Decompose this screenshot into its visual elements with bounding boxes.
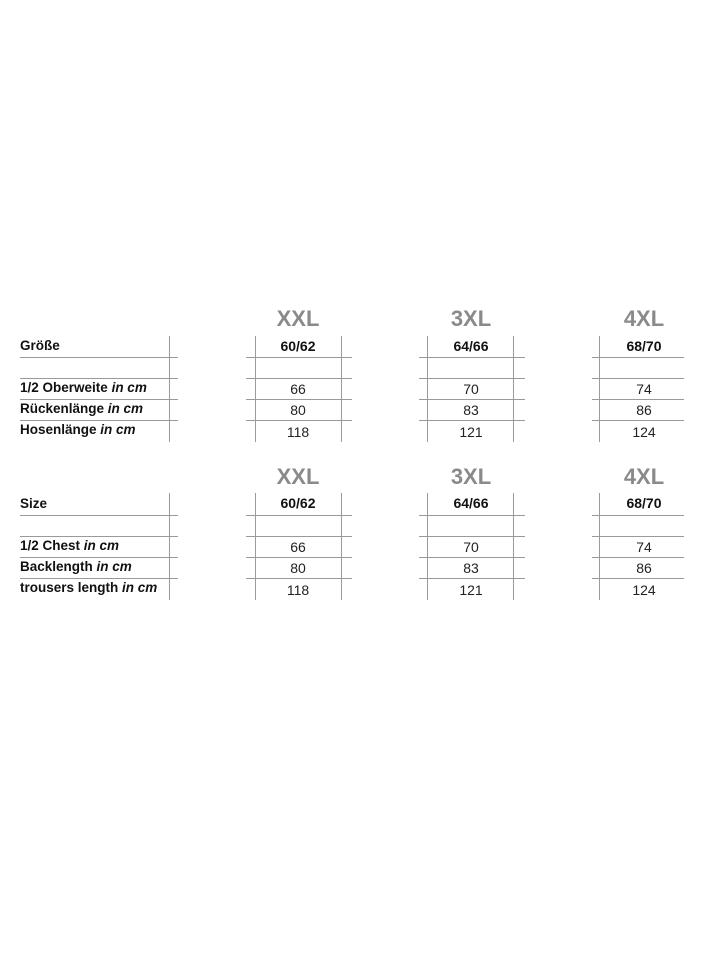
rule <box>246 378 352 379</box>
table-cell: 83 <box>463 560 479 576</box>
row-label-backlength: Backlength in cm <box>20 559 132 574</box>
rule <box>246 578 352 579</box>
rule <box>419 378 525 379</box>
rule <box>20 420 178 421</box>
table-cell: 74 <box>636 381 652 397</box>
size-row-label: Größe <box>20 338 60 353</box>
rule <box>419 420 525 421</box>
rule <box>592 357 684 358</box>
table-cell: 70 <box>463 381 479 397</box>
size-value-3xl: 64/66 <box>453 338 489 354</box>
rule <box>20 536 178 537</box>
divider <box>513 336 514 442</box>
table-cell: 121 <box>459 582 483 598</box>
table-cell: 74 <box>636 539 652 555</box>
rule <box>592 515 684 516</box>
divider <box>255 336 256 442</box>
rule <box>592 578 684 579</box>
rule <box>246 357 352 358</box>
divider <box>427 493 428 600</box>
rule <box>20 515 178 516</box>
rule <box>246 399 352 400</box>
column-header-4xl: 4XL <box>623 464 665 489</box>
rule <box>20 557 178 558</box>
column-header-3xl: 3XL <box>450 464 492 489</box>
rule <box>419 399 525 400</box>
row-label-trousers: trousers length in cm <box>20 580 158 595</box>
table-cell: 124 <box>632 582 656 598</box>
rule <box>419 578 525 579</box>
rule <box>419 357 525 358</box>
row-label-chest: 1/2 Oberweite in cm <box>20 380 147 395</box>
table-cell: 124 <box>632 424 656 440</box>
rule <box>20 357 178 358</box>
rule <box>419 515 525 516</box>
size-row-label: Size <box>20 496 48 511</box>
table-cell: 83 <box>463 402 479 418</box>
rule <box>419 557 525 558</box>
table-cell: 121 <box>459 424 483 440</box>
divider <box>169 493 170 600</box>
table-cell: 66 <box>290 539 306 555</box>
column-header-xxl: XXL <box>276 464 320 489</box>
rule <box>246 515 352 516</box>
divider <box>169 336 170 442</box>
divider <box>599 336 600 442</box>
table-cell: 80 <box>290 402 306 418</box>
table-cell: 66 <box>290 381 306 397</box>
table-cell: 80 <box>290 560 306 576</box>
divider <box>513 493 514 600</box>
row-label-chest: 1/2 Chest in cm <box>20 538 120 553</box>
row-label-backlength: Rückenlänge in cm <box>20 401 144 416</box>
table-cell: 118 <box>286 582 310 598</box>
rule <box>246 536 352 537</box>
divider <box>341 493 342 600</box>
rule <box>592 378 684 379</box>
size-value-xxl: 60/62 <box>280 495 316 511</box>
rule <box>592 399 684 400</box>
rule <box>592 420 684 421</box>
rule <box>419 536 525 537</box>
table-cell: 86 <box>636 560 652 576</box>
divider <box>599 493 600 600</box>
divider <box>341 336 342 442</box>
divider <box>427 336 428 442</box>
table-cell: 118 <box>286 424 310 440</box>
size-value-4xl: 68/70 <box>626 338 662 354</box>
rule <box>20 378 178 379</box>
column-header-4xl: 4XL <box>623 306 665 331</box>
divider <box>255 493 256 600</box>
rule <box>20 578 178 579</box>
rule <box>246 557 352 558</box>
table-cell: 70 <box>463 539 479 555</box>
size-value-3xl: 64/66 <box>453 495 489 511</box>
size-value-4xl: 68/70 <box>626 495 662 511</box>
rule <box>592 557 684 558</box>
row-label-trousers: Hosenlänge in cm <box>20 422 136 437</box>
column-header-3xl: 3XL <box>450 306 492 331</box>
table-cell: 86 <box>636 402 652 418</box>
rule <box>20 399 178 400</box>
column-header-xxl: XXL <box>276 306 320 331</box>
rule <box>246 420 352 421</box>
size-value-xxl: 60/62 <box>280 338 316 354</box>
rule <box>592 536 684 537</box>
